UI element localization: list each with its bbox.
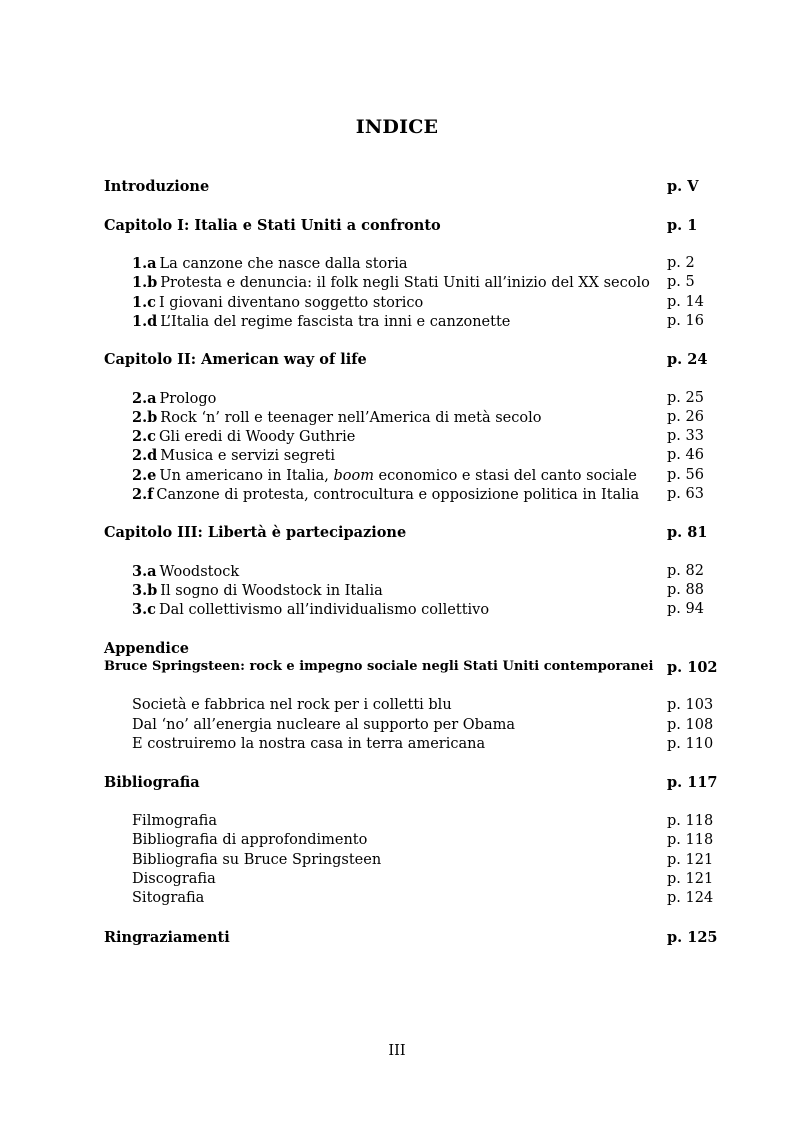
toc-entry-1a xyxy=(104,255,716,275)
toc-entry-label: Rock ‘n’ roll e teenager nell’America di metà secolo xyxy=(160,410,542,426)
section-number: 3.c xyxy=(132,601,156,618)
toc-entry-bibliografia-springsteen xyxy=(104,852,716,872)
toc-entry-label: Bibliografia su Bruce Springsteen xyxy=(132,852,382,868)
toc-entry-1b xyxy=(104,274,716,294)
toc-entry-page: p. 25 xyxy=(667,390,704,406)
toc-entry-chapter-2 xyxy=(104,351,716,371)
toc-entry-label-end: economico e stasi del canto sociale xyxy=(373,468,637,484)
toc-entry-page: p. 14 xyxy=(667,294,704,310)
toc-entry-label: Società e fabbrica nel rock per i colletti blu xyxy=(132,697,452,713)
section-number: 2.f xyxy=(132,486,154,503)
toc-entry-label: Prologo xyxy=(159,391,217,407)
section-number: 2.c xyxy=(132,428,156,445)
toc-entry-page: p. 5 xyxy=(667,274,695,290)
toc-entry-page: p. 118 xyxy=(667,813,714,829)
toc-entry-page: p. 63 xyxy=(667,486,704,502)
toc-entry-label-emphasis: boom xyxy=(333,468,374,484)
toc-entry-2e xyxy=(104,467,716,487)
toc-entry-page: p. 81 xyxy=(667,524,708,541)
toc-entry-page: p. 94 xyxy=(667,601,704,617)
toc-entry-page: p. 117 xyxy=(667,774,718,791)
toc-entry-appendix-2 xyxy=(104,717,716,737)
toc-entry-label: Canzone di protesta, controcultura e opposizione politica in Italia xyxy=(156,487,640,503)
toc-entry-page: p. 26 xyxy=(667,409,704,425)
toc-entry-ringraziamenti xyxy=(104,929,716,949)
toc-entry-label: Discografia xyxy=(132,871,216,887)
toc-entry-page: p. 121 xyxy=(667,871,714,887)
page-title: INDICE xyxy=(355,116,439,138)
toc-entry-label-start: Un americano in Italia, xyxy=(159,468,334,484)
toc-entry-appendice xyxy=(104,640,716,660)
toc-entry-label: Filmografia xyxy=(132,813,217,829)
toc-entry-label: L’Italia del regime fascista tra inni e canzonette xyxy=(160,314,511,330)
section-number: 1.c xyxy=(132,294,156,311)
toc-entry-label: Il sogno di Woodstock in Italia xyxy=(160,583,383,599)
toc-entry-3c xyxy=(104,601,716,621)
toc-entry-appendix-1 xyxy=(104,697,716,717)
toc-entry-1d xyxy=(104,313,716,333)
toc-entry-2b xyxy=(104,409,716,429)
toc-entry-label: Appendice xyxy=(104,640,189,657)
toc-entry-label: Musica e servizi segreti xyxy=(160,448,336,464)
toc-entry-page: p. 103 xyxy=(667,697,714,713)
toc-entry-label: Capitolo II: American way of life xyxy=(104,351,367,368)
toc-entry-label: Ringraziamenti xyxy=(104,929,230,946)
toc-entry-label: I giovani diventano soggetto storico xyxy=(158,295,424,311)
section-number: 2.e xyxy=(132,467,157,484)
toc-entry-label: Capitolo I: Italia e Stati Uniti a confronto xyxy=(104,217,441,234)
toc-entry-page: p. 118 xyxy=(667,832,714,848)
toc-entry-label: Bruce Springsteen: rock e impegno sociale negli Stati Uniti contemporanei xyxy=(104,659,654,674)
toc-entry-introduzione xyxy=(104,178,716,198)
section-number: 3.b xyxy=(132,582,158,599)
toc-entry-label: Protesta e denuncia: il folk negli Stati Uniti all’inizio del XX secolo xyxy=(160,275,650,291)
toc-entry-page: p. 110 xyxy=(667,736,714,752)
toc-entry-2d xyxy=(104,447,716,467)
toc-entry-1c xyxy=(104,294,716,314)
toc-entry-label: Bibliografia xyxy=(104,774,200,791)
toc-entry-bruce-springsteen xyxy=(104,659,716,679)
toc-entry-page: p. 125 xyxy=(667,929,718,946)
section-number: 2.b xyxy=(132,409,158,426)
toc-entry-label: Gli eredi di Woody Guthrie xyxy=(158,429,356,445)
toc-entry-2c xyxy=(104,428,716,448)
toc-entry-chapter-1 xyxy=(104,217,716,237)
toc-entry-label: Woodstock xyxy=(159,564,240,580)
toc-entry-2a xyxy=(104,390,716,410)
toc-entry-page: p. 108 xyxy=(667,717,714,733)
toc-entry-chapter-3 xyxy=(104,524,716,544)
toc-entry-2f xyxy=(104,486,716,506)
section-number: 2.a xyxy=(132,390,157,407)
page-number-footer: III xyxy=(388,1043,406,1059)
toc-entry-appendix-3 xyxy=(104,736,716,756)
toc-entry-page: p. 82 xyxy=(667,563,704,579)
toc-entry-label: E costruiremo la nostra casa in terra americana xyxy=(132,736,486,752)
section-number: 3.a xyxy=(132,563,157,580)
section-number: 2.d xyxy=(132,447,158,464)
toc-entry-label: Bibliografia di approfondimento xyxy=(132,832,368,848)
toc-entry-page: p. 16 xyxy=(667,313,704,329)
toc-entry-page: p. 121 xyxy=(667,852,714,868)
toc-entry-page: p. 56 xyxy=(667,467,704,483)
toc-entry-page: p. 102 xyxy=(667,659,718,676)
toc-entry-3a xyxy=(104,563,716,583)
toc-entry-label: Dal collettivismo all’individualismo collettivo xyxy=(158,602,490,618)
toc-entry-sitografia xyxy=(104,890,716,910)
toc-entry-label: La canzone che nasce dalla storia xyxy=(159,256,408,272)
section-number: 1.a xyxy=(132,255,157,272)
toc-entry-page: p. V xyxy=(667,178,699,195)
toc-entry-bibliografia xyxy=(104,774,716,794)
toc-entry-filmografia xyxy=(104,813,716,833)
toc-entry-label: Sitografia xyxy=(132,890,205,906)
toc-entry-page: p. 2 xyxy=(667,255,695,271)
toc-entry-3b xyxy=(104,582,716,602)
toc-entry-page: p. 1 xyxy=(667,217,698,234)
toc-entry-discografia xyxy=(104,871,716,891)
toc-entry-page: p. 46 xyxy=(667,447,704,463)
toc-entry-page: p. 24 xyxy=(667,351,708,368)
toc-entry-label: Introduzione xyxy=(104,178,210,195)
toc-entry-bibliografia-approfondimento xyxy=(104,832,716,852)
section-number: 1.d xyxy=(132,313,158,330)
toc-entry-page: p. 124 xyxy=(667,890,714,906)
toc-entry-page: p. 88 xyxy=(667,582,704,598)
toc-entry-page: p. 33 xyxy=(667,428,704,444)
toc-entry-label: Capitolo III: Libertà è partecipazione xyxy=(104,524,407,541)
section-number: 1.b xyxy=(132,274,158,291)
toc-entry-label: Dal ‘no’ all’energia nucleare al supporto per Obama xyxy=(132,717,516,733)
